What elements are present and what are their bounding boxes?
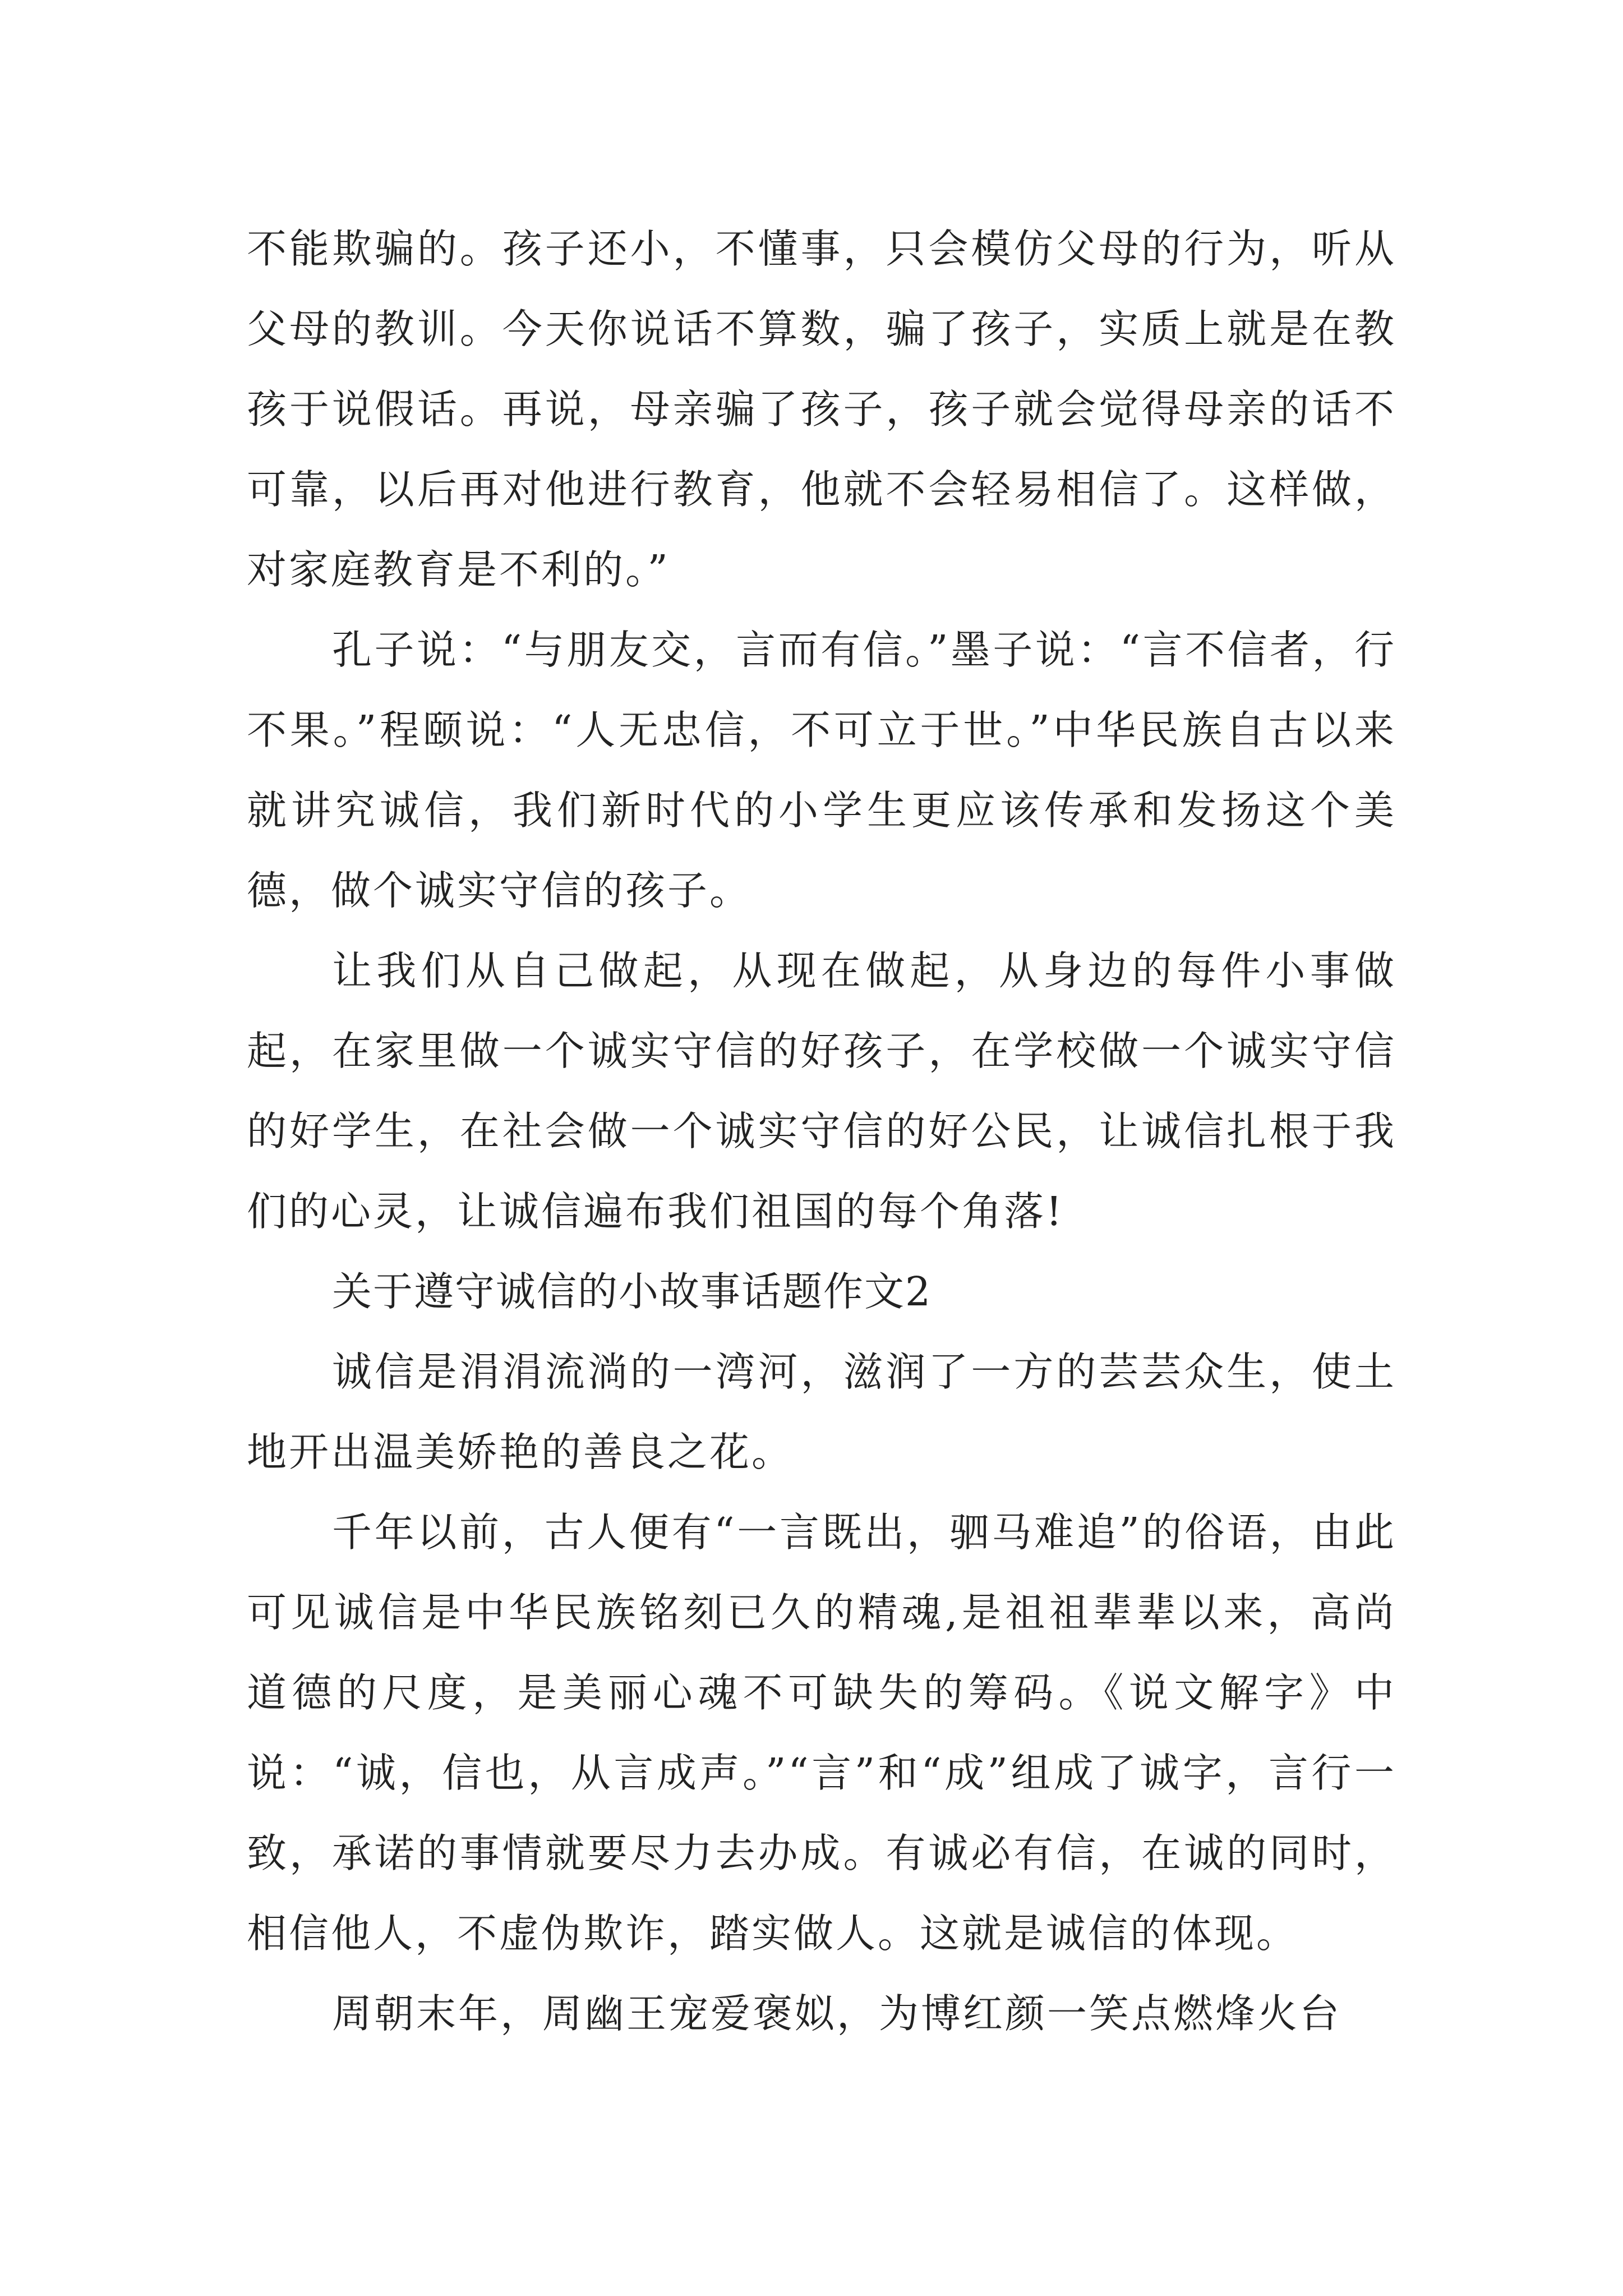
paragraph-zhou-dynasty: 周朝末年，周幽王宠爱褒姒，为博红颜一笑点燃烽火台 xyxy=(332,1990,1342,2037)
paragraph-confucius-quotes: 孔子说：“与朋友交，言而有信。”墨子说：“言不信者，行不果。”程颐说：“人无忠信，不可立于世。”中华民族自古以来就讲究诚信，我们新时代的小学生更应该传承和发扬这个美德，做个诚实守信的孩子。 xyxy=(247,627,1396,914)
document-body xyxy=(247,209,1396,2054)
paragraph-ancient-saying: 千年以前，古人便有“一言既出，驷马难追”的俗语，由此可见诚信是中华民族铭刻已久的精魂,是祖祖辈辈以来，高尚道德的尺度，是美丽心魂不可缺失的筹码。《说文解字》中说：“诚，信也，从言成声。”“言”和“成”组成了诚字，言行一致，承诺的事情就要尽力去办成。有诚必有信，在诚的同时，相信他人，不虚伪欺诈，踏实做人。这就是诚信的体现。 xyxy=(247,1509,1396,1957)
paragraph-call-to-action: 让我们从自己做起，从现在做起，从身边的每件小事做起，在家里做一个诚实守信的好孩子，在学校做一个诚实守信的好学生，在社会做一个诚实守信的好公民，让诚信扎根于我们的心灵，让诚信遍布我们祖国的每个角落! xyxy=(247,947,1396,1235)
section-heading: 关于遵守诚信的小故事话题作文2 xyxy=(332,1268,932,1315)
paragraph-river-metaphor: 诚信是涓涓流淌的一湾河，滋润了一方的芸芸众生，使土地开出温美娇艳的善良之花。 xyxy=(247,1349,1396,1475)
paragraph-continuation: 不能欺骗的。孩子还小，不懂事，只会模仿父母的行为，听从父母的教训。今天你说话不算数，骗了孩子，实质上就是在教孩于说假话。再说，母亲骗了孩子，孩子就会觉得母亲的话不可靠，以后再对他进行教育，他就不会轻易相信了。这样做，对家庭教育是不利的。” xyxy=(247,226,1396,593)
